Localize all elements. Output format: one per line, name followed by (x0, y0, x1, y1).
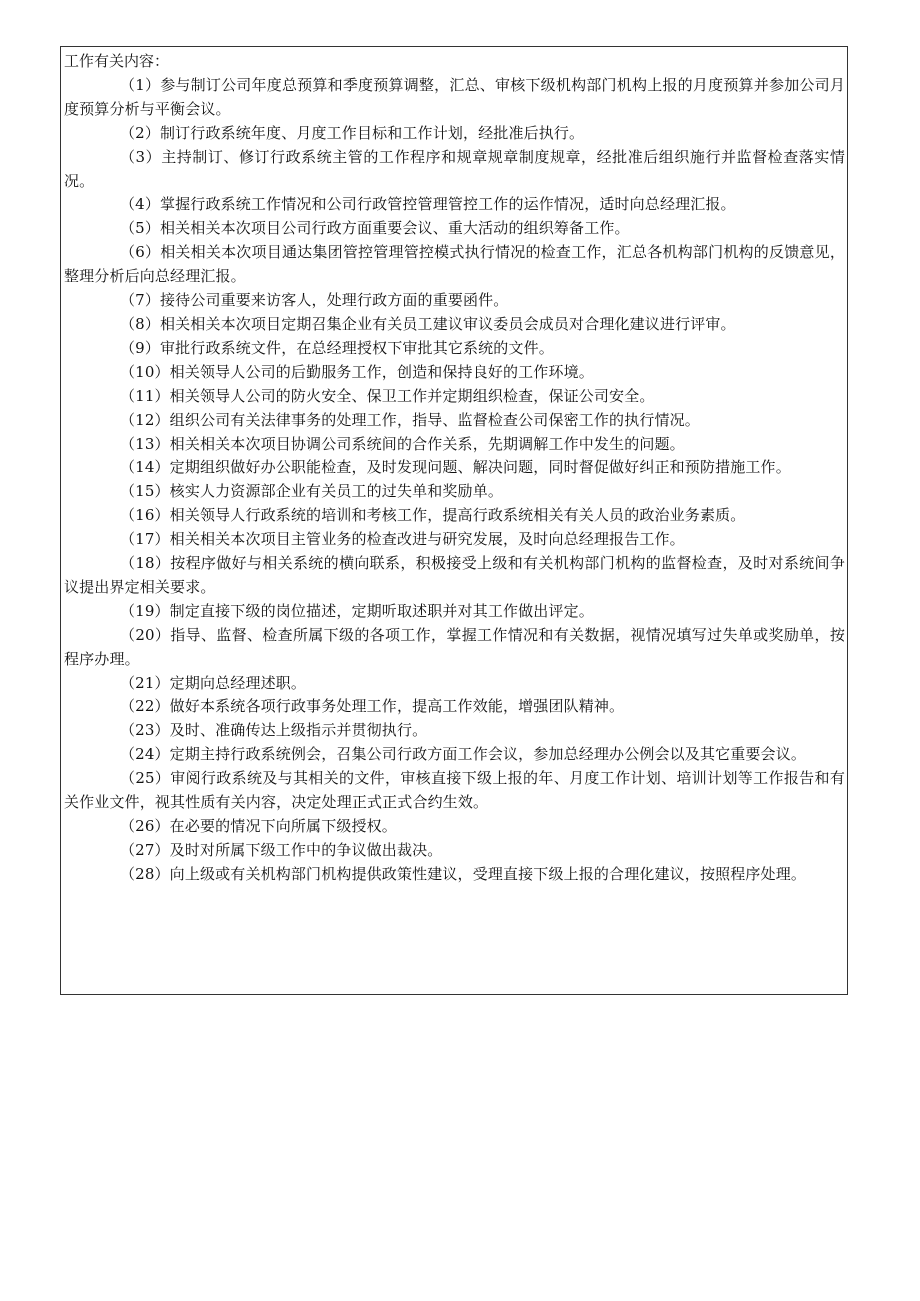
list-item: （7）接待公司重要来访客人，处理行政方面的重要函件。 (120, 291, 509, 310)
list-item: （6）相关相关本次项目通达集团管控管理管控模式执行情况的检查工作，汇总各机构部门机构的反馈意见，整理分析后向总经理汇报。 (64, 243, 845, 286)
list-item: （24）定期主持行政系统例会，召集公司行政方面工作会议，参加总经理办公例会以及其它重要会议。 (120, 745, 806, 764)
list-item: （4）掌握行政系统工作情况和公司行政管控管理管控工作的运作情况，适时向总经理汇报。 (120, 195, 736, 214)
list-item: （21）定期向总经理述职。 (120, 673, 307, 692)
list-item: （22）做好本系统各项行政事务处理工作，提高工作效能，增强团队精神。 (120, 697, 625, 716)
list-item: （3）主持制订、修订行政系统主管的工作程序和规章规章制度规章，经批准后组织施行并监督检查落实情况。 (64, 147, 845, 190)
list-item: （25）审阅行政系统及与其相关的文件，审核直接下级上报的年、月度工作计划、培训计划等工作报告和有关作业文件，视其性质有关内容，决定处理正式正式合约生效。 (64, 769, 845, 812)
list-item: （20）指导、监督、检查所属下级的各项工作，掌握工作情况和有关数据，视情况填写过失单或奖励单，按程序办理。 (64, 625, 845, 668)
list-item: （17）相关相关本次项目主管业务的检查改进与研究发展，及时向总经理报告工作。 (120, 530, 685, 549)
section-heading: 工作有关内容： (64, 52, 170, 70)
list-item: （14）定期组织做好办公职能检查，及时发现问题、解决问题，同时督促做好纠正和预防措施工作。 (120, 458, 791, 477)
list-item: （18）按程序做好与相关系统的横向联系，积极接受上级和有关机构部门机构的监督检查，及时对系统间争议提出界定相关要求。 (64, 554, 845, 596)
list-item: （23）及时、准确传达上级指示并贯彻执行。 (120, 721, 428, 740)
list-item: （12）组织公司有关法律事务的处理工作，指导、监督检查公司保密工作的执行情况。 (120, 410, 700, 429)
list-item: （16）相关领导人行政系统的培训和考核工作，提高行政系统相关有关人员的政治业务素质。 (120, 506, 746, 525)
list-item: （8）相关相关本次项目定期召集企业有关员工建议审议委员会成员对合理化建议进行评审。 (120, 314, 736, 333)
list-item: （9）审批行政系统文件，在总经理授权下审批其它系统的文件。 (120, 338, 554, 357)
list-item: （28）向上级或有关机构部门机构提供政策性建议，受理直接下级上报的合理化建议，按照程序处理。 (120, 864, 806, 883)
list-item: （26）在必要的情况下向所属下级授权。 (120, 817, 397, 835)
list-item: （19）制定直接下级的岗位描述，定期听取述职并对其工作做出评定。 (120, 601, 594, 620)
list-item: （1）参与制订公司年度总预算和季度预算调整，汇总、审核下级机构部门机构上报的月度预算并参加公司月度预算分析与平衡会议。 (64, 75, 845, 118)
list-item: （27）及时对所属下级工作中的争议做出裁决。 (120, 840, 443, 859)
list-item: （11）相关领导人公司的防火安全、保卫工作并定期组织检查，保证公司安全。 (120, 386, 655, 405)
list-item: （15）核实人力资源部企业有关员工的过失单和奖励单。 (120, 482, 503, 501)
list-item: （10）相关领导人公司的后勤服务工作，创造和保持良好的工作环境。 (120, 362, 594, 381)
responsibilities-table-cell (60, 46, 848, 995)
list-item: （13）相关相关本次项目协调公司系统间的合作关系，先期调解工作中发生的问题。 (120, 434, 685, 453)
list-item: （5）相关相关本次项目公司行政方面重要会议、重大活动的组织筹备工作。 (120, 219, 630, 238)
list-item: （2）制订行政系统年度、月度工作目标和工作计划，经批准后执行。 (120, 123, 585, 142)
responsibility-list (64, 74, 845, 887)
